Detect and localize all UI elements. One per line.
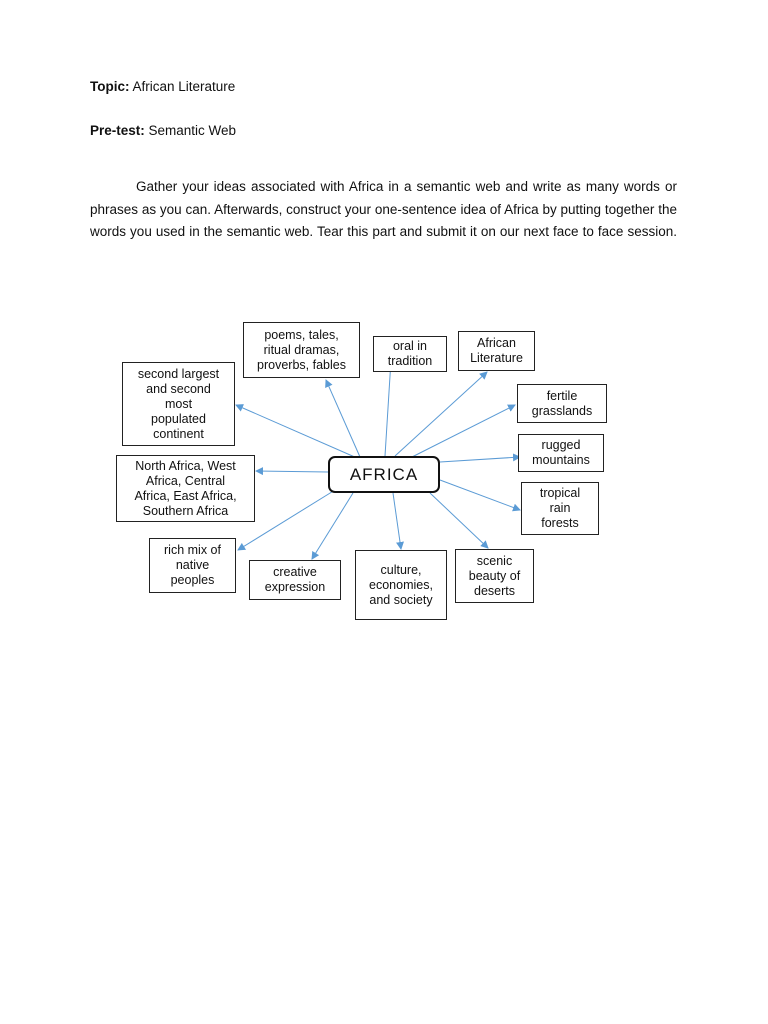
node-tropical-rain-forests: tropical rain forests	[521, 482, 599, 535]
node-poems: poems, tales, ritual dramas, proverbs, fables	[243, 322, 360, 378]
node-oral-tradition: oral in tradition	[373, 336, 447, 372]
topic-value: African Literature	[132, 79, 236, 94]
arrow-to-oral-tradition	[385, 360, 391, 456]
topic-label: Topic:	[90, 79, 130, 94]
node-regions: North Africa, West Africa, Central Africa, East Africa, Southern Africa	[116, 455, 255, 522]
arrow-to-poems	[326, 380, 360, 457]
node-rich-mix: rich mix of native peoples	[149, 538, 236, 593]
node-african-literature: African Literature	[458, 331, 535, 371]
arrow-to-tropical-rain-forests	[440, 480, 520, 510]
node-scenic-beauty: scenic beauty of deserts	[455, 549, 534, 603]
arrow-to-creative-expression	[312, 493, 353, 559]
arrow-to-second-largest	[236, 405, 357, 458]
arrow-to-african-literature	[395, 372, 487, 456]
node-fertile-grasslands: fertile grasslands	[517, 384, 607, 423]
africa-center-node: AFRICA	[328, 456, 440, 493]
pretest-label: Pre-test:	[90, 123, 145, 138]
node-second-largest: second largest and second most populated continent	[122, 362, 235, 446]
arrow-to-rugged-mountains	[440, 457, 520, 462]
pretest-value: Semantic Web	[148, 123, 237, 138]
arrow-to-culture	[393, 493, 401, 549]
arrow-to-fertile-grasslands	[410, 405, 515, 458]
node-rugged-mountains: rugged mountains	[518, 434, 604, 472]
arrow-to-scenic-beauty	[430, 493, 488, 548]
arrow-to-regions	[256, 471, 328, 472]
node-creative-expression: creative expression	[249, 560, 341, 600]
instructions-paragraph: Gather your ideas associated with Africa in a semantic web and write as many words or phrases as you can. Afterwards, construct your one-sentence idea of Africa by putting together the words you used in the semantic web. Tear this part and submit it on our next face to face session.	[90, 179, 677, 239]
node-culture: culture, economies, and society	[355, 550, 447, 620]
